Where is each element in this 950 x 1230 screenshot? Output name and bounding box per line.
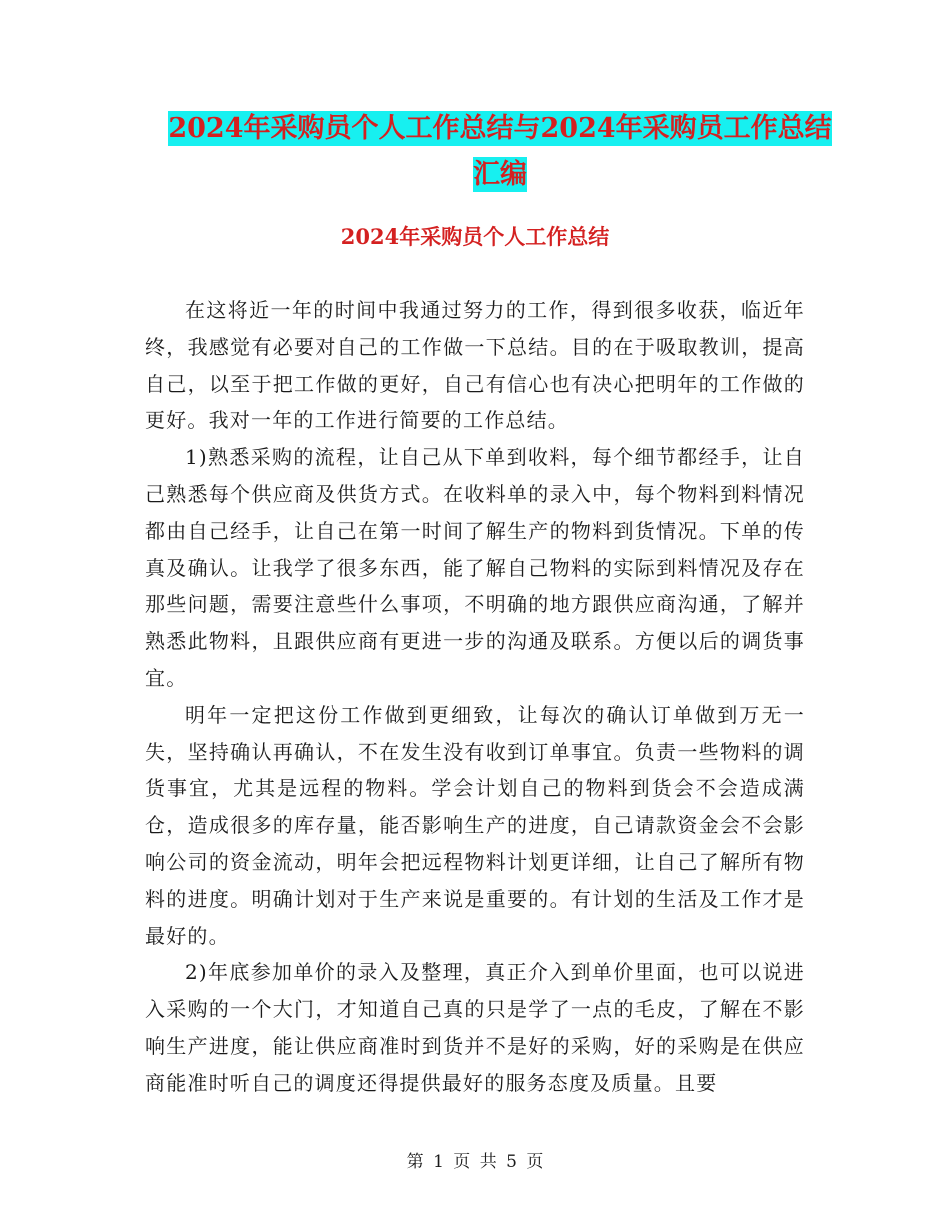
page-footer: 第 1 页 共 5 页: [406, 1152, 544, 1172]
paragraph-point-1: 1)熟悉采购的流程，让自己从下单到收料，每个细节都经手，让自己熟悉每个供应商及供货方式。在收料单的录入中，每个物料到料情况都由自己经手，让自己在第一时间了解生产的物料到货情况。下单的传真及确认。让我学了很多东西，能了解自己物料的实际到料情况及存在那些问题，需要注意些什么事项，不明确的地方跟供应商沟通，了解并熟悉此物料，且跟供应商有更进一步的沟通及联系。方便以后的调货事宜。: [145, 445, 805, 690]
section-title: 2024年采购员个人工作总结: [340, 224, 610, 249]
document-title-line-2: 汇编: [473, 159, 527, 190]
document-title-line-1: 2024年采购员个人工作总结与2024年采购员工作总结: [168, 113, 832, 144]
paragraph-next-year-plan: 明年一定把这份工作做到更细致，让每次的确认订单做到万无一失，坚持确认再确认，不在发生没有收到订单事宜。负责一些物料的调货事宜，尤其是远程的物料。学会计划自己的物料到货会不会造成满仓，造成很多的库存量，能否影响生产的进度，自己请款资金会不会影响公司的资金流动，明年会把远程物料计划更详细，让自己了解所有物料的进度。明确计划对于生产来说是重要的。有计划的生活及工作才是最好的。: [145, 702, 805, 948]
paragraph-point-2: 2)年底参加单价的录入及整理，真正介入到单价里面，也可以说进入采购的一个大门，才知道自己真的只是学了一点的毛皮，了解在不影响生产进度，能让供应商准时到货并不是好的采购，好的采购是在供应商能准时听自己的调度还得提供最好的服务态度及质量。且要: [145, 960, 805, 1095]
body-text: [145, 292, 805, 1102]
paragraph-intro: 在这将近一年的时间中我通过努力的工作，得到很多收获，临近年终，我感觉有必要对自己的工作做一下总结。目的在于吸取教训，提高自己，以至于把工作做的更好，自己有信心也有决心把明年的工作做的更好。我对一年的工作进行简要的工作总结。: [145, 298, 805, 433]
document-title: [120, 106, 880, 198]
